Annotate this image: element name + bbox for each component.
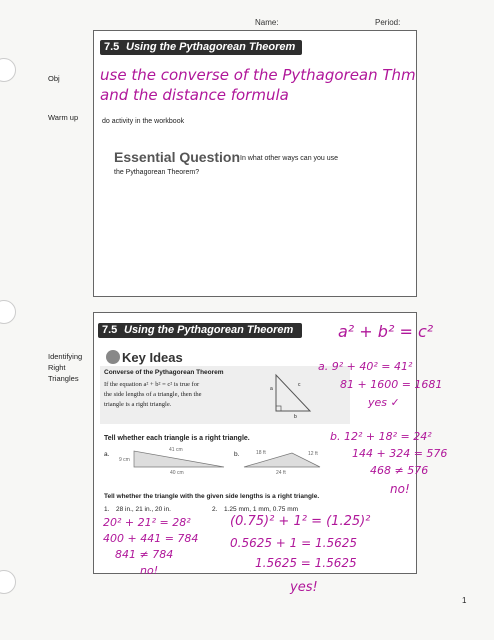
hw-p1-line2: 400 + 441 = 784 <box>103 532 199 545</box>
essential-question-line2: the Pythagorean Theorem? <box>114 169 200 176</box>
binder-hole <box>0 300 16 324</box>
binder-hole <box>0 58 16 82</box>
section-label-line3: Triangles <box>48 374 79 383</box>
essential-question-line1: In what other ways can you use <box>240 155 339 162</box>
converse-line1: If the equation a² + b² = c² is true for <box>104 381 200 388</box>
hw-a-line2: 81 + 1600 = 1681 <box>340 378 443 391</box>
triangle-b-label: b <box>294 414 297 420</box>
warmup-label: Warm up <box>48 113 79 122</box>
hw-b-line3: 468 ≠ 576 <box>370 464 429 477</box>
instruction-1: Tell whether each triangle is a right triangle. <box>104 435 250 442</box>
hw-b-line1: b. 12² + 18² = 24² <box>330 430 432 443</box>
slide-1-banner <box>100 40 302 55</box>
warmup-text: do activity in the workbook <box>102 118 185 125</box>
problem-2-text: 1.25 mm, 1 mm, 0.75 mm <box>224 506 299 513</box>
hw-p1-line3: 841 ≠ 784 <box>115 548 174 561</box>
converse-line2: the side lengths of a triangle, then the <box>104 391 202 398</box>
lesson-number: 7.5 <box>104 41 120 53</box>
obj-handwriting-line1: use the converse of the Pythagorean Thm <box>100 66 416 84</box>
obj-label: Obj <box>48 74 60 83</box>
triangle-a-41cm: 41 cm <box>169 447 183 453</box>
hw-b-line2: 144 + 324 = 576 <box>352 447 448 460</box>
hw-p2-line4: yes! <box>290 580 318 595</box>
key-ideas-icon <box>106 350 120 364</box>
triangle-c-label: c <box>298 382 301 388</box>
hw-p2-line2: 0.5625 + 1 = 1.5625 <box>230 536 357 550</box>
converse-title: Converse of the Pythagorean Theorem <box>104 369 224 376</box>
slide-2-banner <box>98 323 302 338</box>
hw-b-line4: no! <box>390 482 410 496</box>
hw-p1-line4: no! <box>140 564 159 577</box>
triangle-b-18ft: 18 ft <box>256 450 266 456</box>
hw-p2-line3: 1.5625 = 1.5625 <box>255 556 357 570</box>
obj-handwriting-line2: and the distance formula <box>100 86 289 104</box>
converse-box <box>100 366 350 424</box>
key-ideas-title: Key Ideas <box>122 350 183 365</box>
lesson-title: Using the Pythagorean Theorem <box>126 41 296 53</box>
hw-pythagorean: a² + b² = c² <box>338 322 434 341</box>
problem-2-number: 2. <box>212 506 218 513</box>
part-b-label: b. <box>234 451 240 458</box>
problem-1-text: 28 in., 21 in., 20 in. <box>116 506 171 513</box>
triangle-a-40cm: 40 cm <box>170 470 184 476</box>
page-number: 1 <box>462 596 467 605</box>
instruction-2: Tell whether the triangle with the given side lengths is a right triangle. <box>104 493 320 500</box>
hw-a-line1: a. 9² + 40² = 41² <box>318 360 413 373</box>
lesson-title: Using the Pythagorean Theorem <box>124 324 294 336</box>
binder-hole <box>0 570 16 594</box>
triangle-a-9cm: 9 cm <box>119 457 130 463</box>
essential-question-title: Essential Question <box>114 149 241 165</box>
hw-p2-line1: (0.75)² + 1² = (1.25)² <box>230 514 371 529</box>
section-label-line2: Right <box>48 363 66 372</box>
right-triangle-diagram <box>268 369 316 417</box>
name-label: Name: <box>255 18 279 27</box>
period-label: Period: <box>375 18 401 27</box>
lesson-number: 7.5 <box>102 324 118 336</box>
hw-p1-line1: 20² + 21² = 28² <box>103 516 191 529</box>
problem-1-number: 1. <box>104 506 110 513</box>
triangle-b-12ft: 12 ft <box>308 451 318 457</box>
part-a-label: a. <box>104 451 110 458</box>
hw-a-line3: yes ✓ <box>368 396 400 409</box>
section-label-line1: Identifying <box>48 352 83 361</box>
converse-line3: triangle is a right triangle. <box>104 401 172 408</box>
triangle-a-label: a <box>270 386 273 392</box>
triangle-b-24ft: 24 ft <box>276 470 286 476</box>
